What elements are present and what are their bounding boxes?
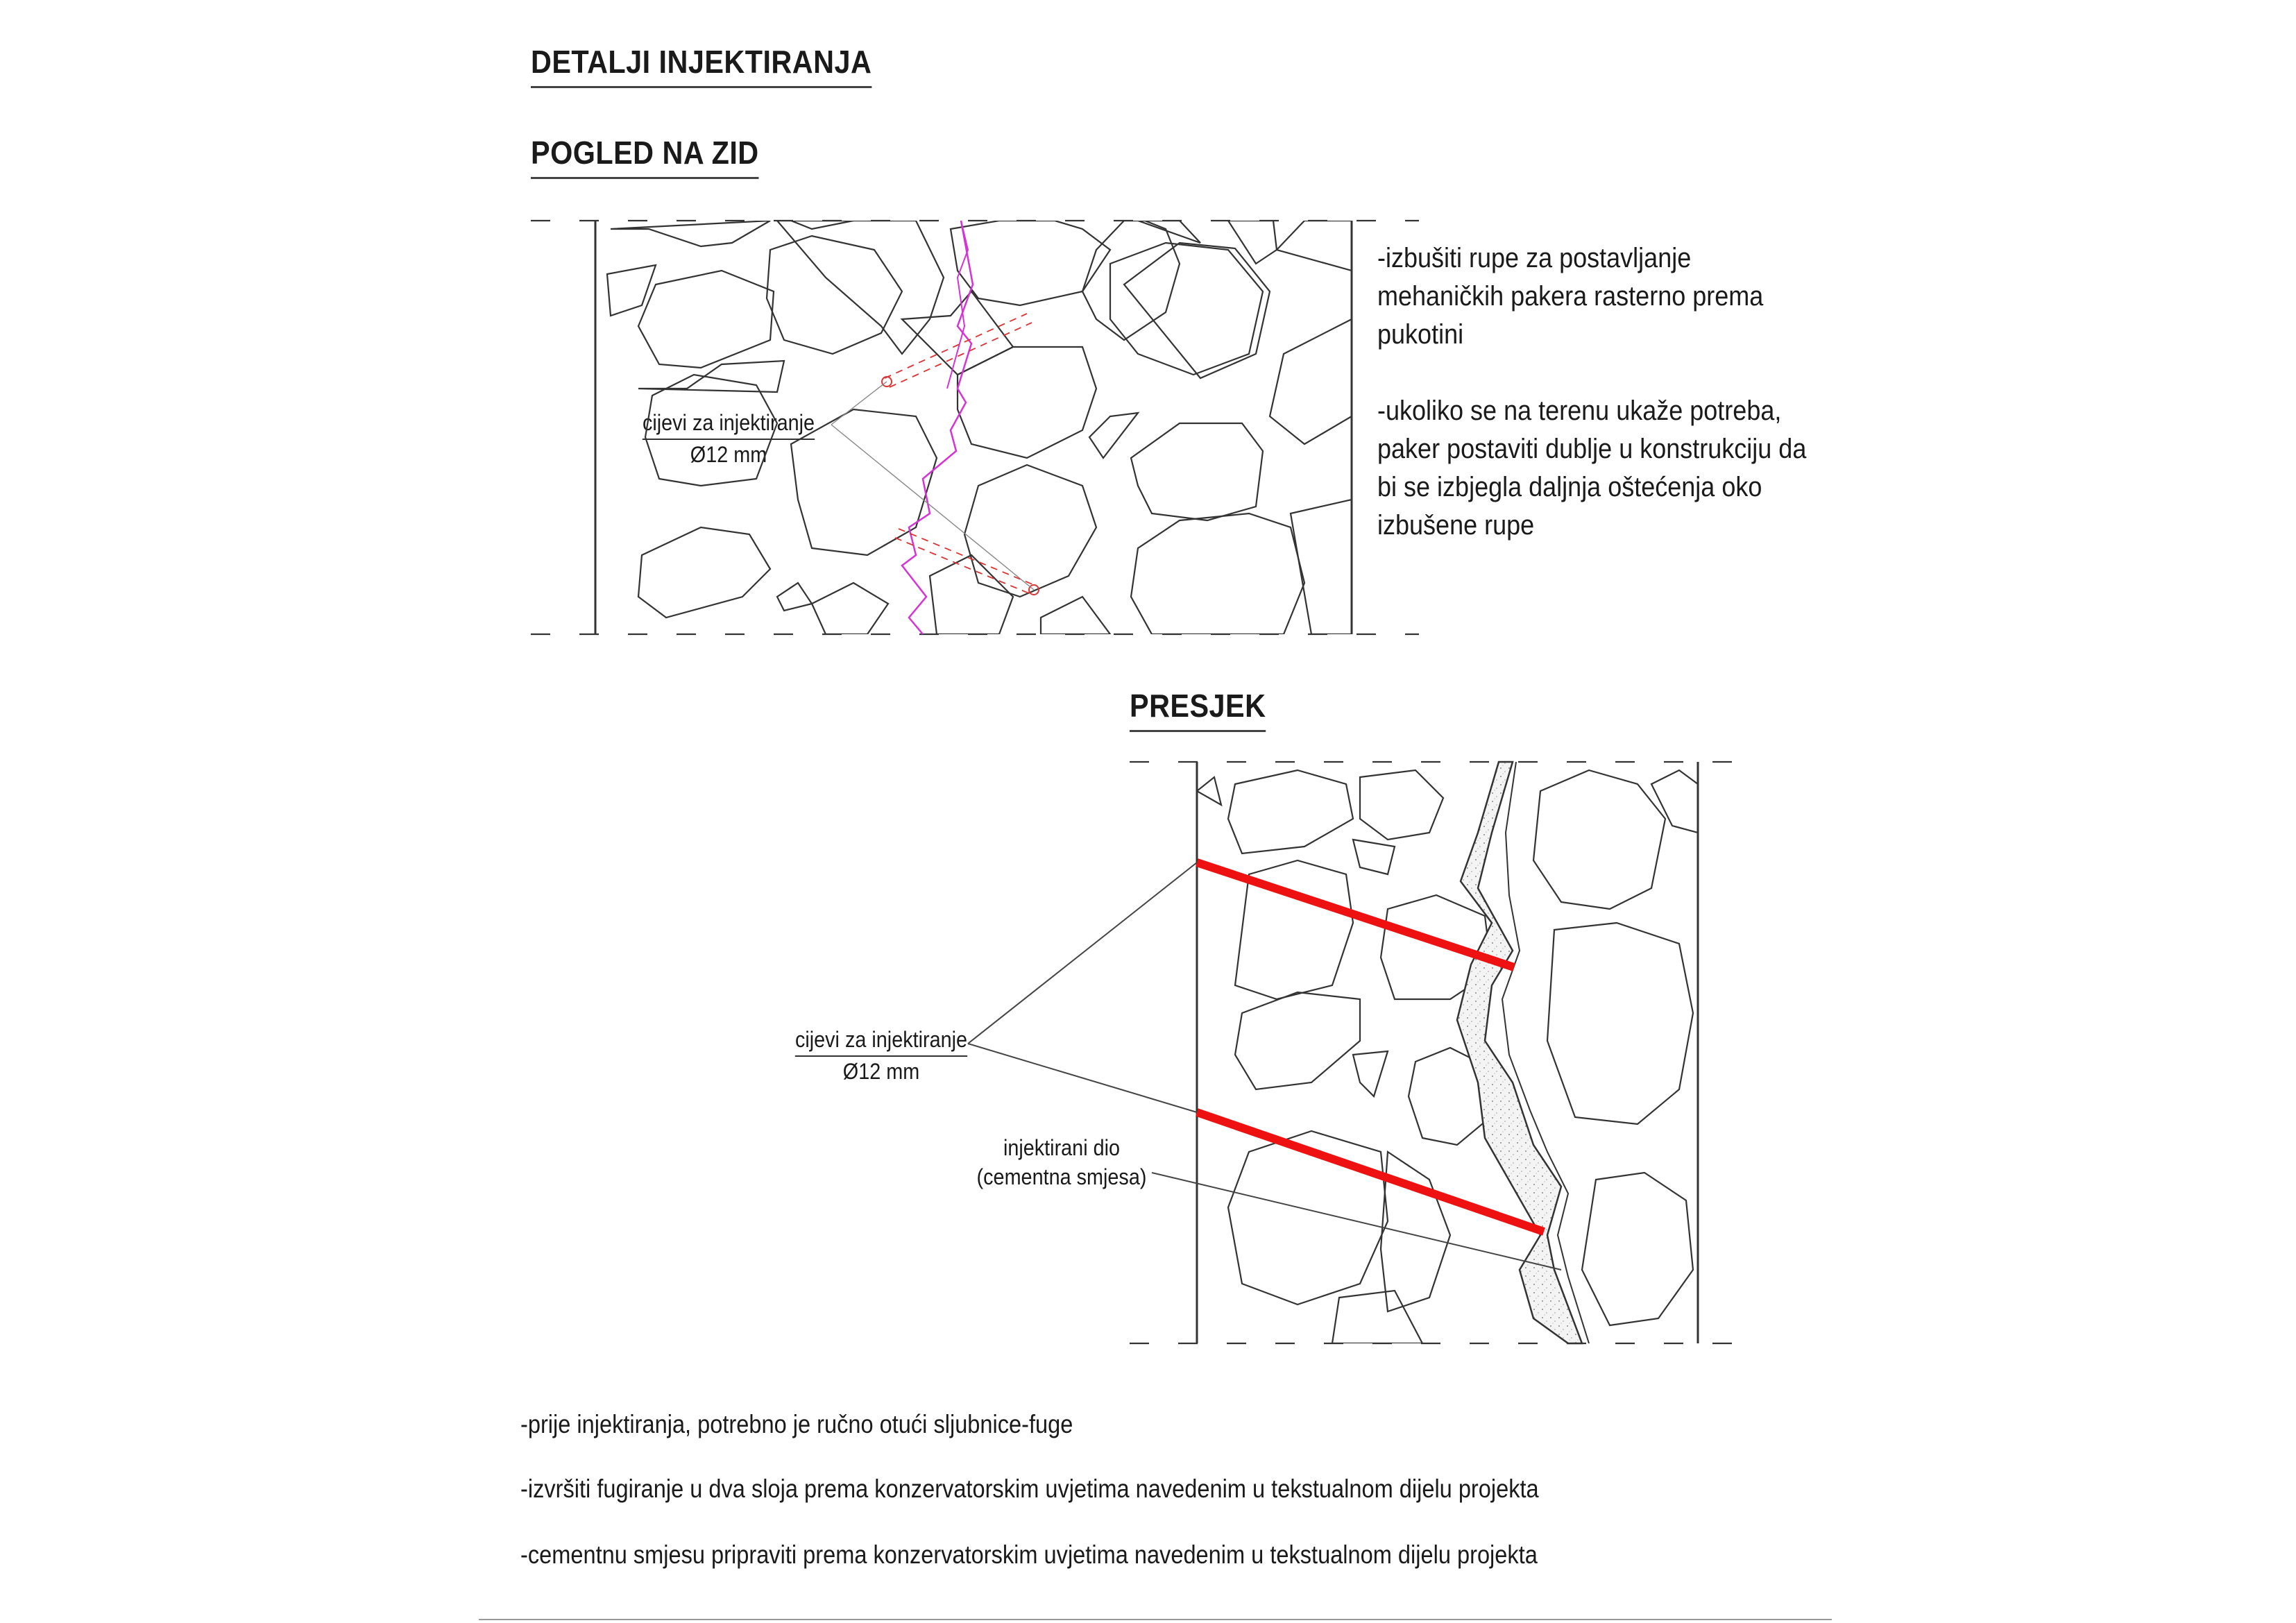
stone (1353, 840, 1395, 874)
stone (1197, 777, 1221, 805)
bottom-note: -cementnu smjesu pripraviti prema konzervatorskim uvjetima navedenim u tekstualnom dijelu projekta (520, 1540, 1538, 1569)
stone (964, 465, 1096, 597)
pipe-label-name: cijevi za injektiranje (795, 1025, 967, 1057)
stone (638, 527, 770, 618)
stone (791, 409, 937, 555)
stone (951, 221, 1110, 305)
stone (1360, 770, 1443, 840)
stone (1353, 1051, 1388, 1096)
stone (1533, 770, 1665, 909)
bottom-note: -prije injektiranja, potrebno je ručno otući sljubnice-fuge (520, 1410, 1073, 1438)
leader-line (968, 863, 1197, 1044)
stone (1110, 243, 1263, 375)
stone (1235, 992, 1360, 1089)
section-heading: PRESJEK (1130, 687, 1266, 732)
section-view (968, 762, 1749, 1343)
wall-view-note: -izbušiti rupe za postavljanje mehaničkih pakera rasterno prema pukotini (1377, 243, 1764, 350)
stone (1124, 243, 1270, 378)
stone (1277, 221, 1352, 271)
stone (930, 555, 1013, 634)
bottom-note: -izvršiti fugiranje u dva sloja prema konzervatorskim uvjetima navedenim u tekstualnom dijelu projekta (520, 1475, 1539, 1503)
stone (1131, 423, 1263, 520)
leader-line (1152, 1173, 1561, 1270)
grout-label-line: (cementna smjesa) (976, 1164, 1147, 1189)
wall-view-heading: POGLED NA ZID (531, 134, 759, 179)
section-stone-pattern (1197, 770, 1698, 1343)
stone (1131, 513, 1304, 634)
stone (638, 271, 774, 368)
stone (611, 221, 770, 246)
leader-line (831, 382, 887, 425)
stone (1547, 923, 1693, 1124)
stone (1228, 221, 1277, 264)
stone (1582, 1173, 1693, 1325)
stone (1651, 770, 1698, 833)
pipe-label-diameter: Ø12 mm (690, 442, 767, 467)
stone (777, 221, 944, 354)
stone (1041, 597, 1110, 634)
stone (607, 265, 656, 316)
wall-view-note: -ukoliko se na terenu ukaže potreba, paker postaviti dublje u konstrukciju da bi se izbjegla daljnja oštećenja oko izbušene rupe (1377, 396, 1807, 541)
stone (1291, 500, 1352, 634)
stone (812, 583, 888, 634)
stone (777, 583, 812, 611)
stone (1332, 1291, 1422, 1343)
stone (767, 236, 902, 354)
stone (1270, 319, 1352, 444)
stone (1089, 413, 1138, 458)
stone (1228, 770, 1353, 853)
stone (638, 361, 784, 392)
leader-line (968, 1044, 1197, 1112)
stone (1228, 1131, 1388, 1305)
stone (791, 221, 853, 229)
wall-view (531, 221, 1419, 634)
drawing-title: DETALJI INJEKTIRANJA (531, 43, 871, 88)
stone (1082, 221, 1180, 340)
grout-label-line: injektirani dio (1003, 1135, 1121, 1160)
pipe-label-diameter: Ø12 mm (842, 1059, 920, 1084)
pipe-label-name: cijevi za injektiranje (643, 408, 815, 440)
